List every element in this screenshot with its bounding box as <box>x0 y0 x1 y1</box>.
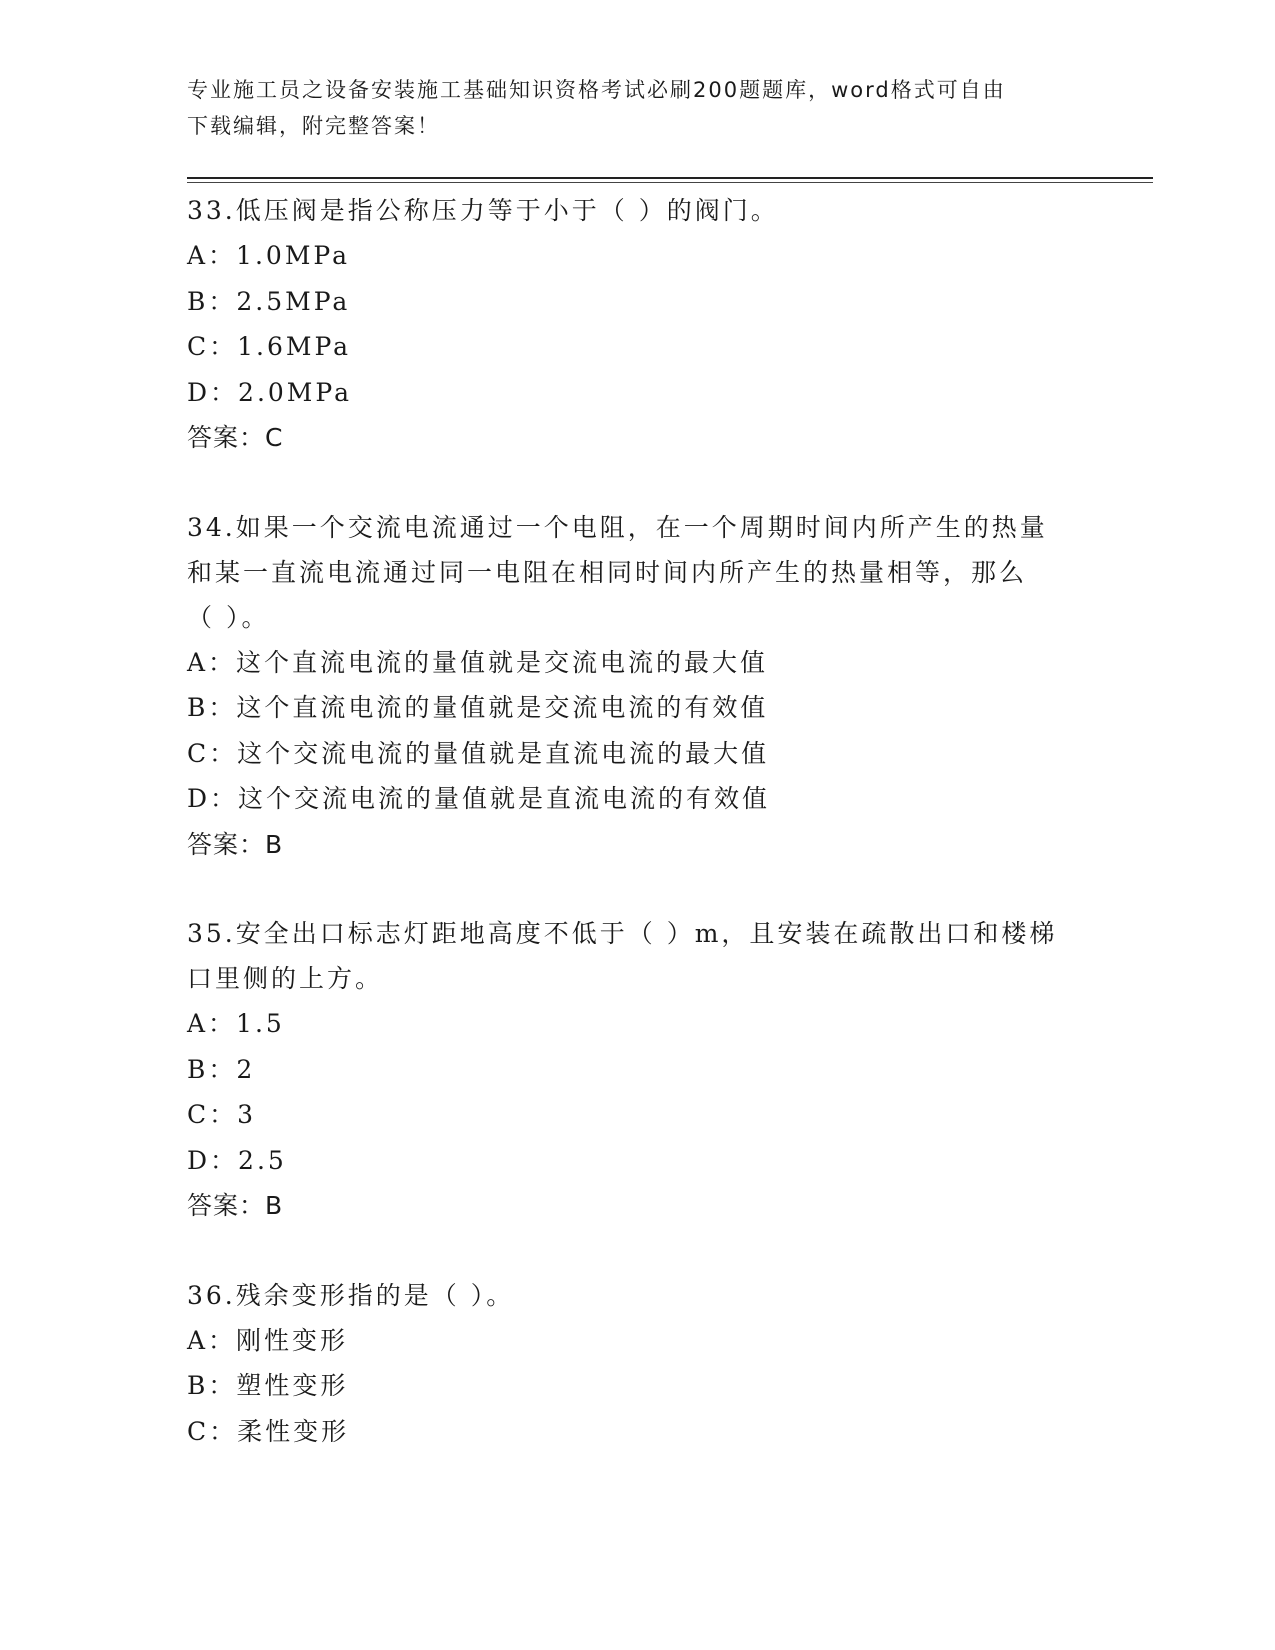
option-c: C：柔性变形 <box>187 1416 350 1446</box>
question-33 <box>187 188 1087 461</box>
option-a: A：1.5 <box>187 1009 285 1038</box>
answer: 答案：C <box>187 423 284 452</box>
option-a: A：这个直流电流的量值就是交流电流的最大值 <box>187 647 769 677</box>
option-b: B：这个直流电流的量值就是交流电流的有效值 <box>187 693 769 722</box>
option-a: A：1.0MPa <box>187 241 351 270</box>
header-divider <box>187 177 1153 179</box>
question-text: 口里侧的上方。 <box>187 964 384 993</box>
option-c: C：这个交流电流的量值就是直流电流的最大值 <box>187 738 770 768</box>
question-35 <box>187 911 1087 1229</box>
option-c: C：3 <box>187 1100 257 1129</box>
header-divider-thin <box>187 182 1153 183</box>
option-b: B：2 <box>187 1054 256 1084</box>
question-text: 34.如果一个交流电流通过一个电阻，在一个周期时间内所产生的热量 <box>187 512 1048 542</box>
header-line-2: 下载编辑，附完整答案！ <box>187 114 440 138</box>
option-b: B：2.5MPa <box>187 286 351 316</box>
option-d: D：2.5 <box>187 1145 287 1175</box>
question-list <box>187 188 1087 1498</box>
option-b: B：塑性变形 <box>187 1371 349 1400</box>
option-a: A：刚性变形 <box>187 1325 349 1355</box>
answer: 答案：B <box>187 1191 284 1220</box>
question-text: 和某一直流电流通过同一电阻在相同时间内所产生的热量相等，那么 <box>187 557 1028 587</box>
question-36 <box>187 1273 1087 1455</box>
question-text: （ ）。 <box>187 602 270 632</box>
option-d: D：2.0MPa <box>187 377 353 407</box>
document-header <box>187 72 1077 144</box>
question-text: 33.低压阀是指公称压力等于小于（ ）的阀门。 <box>187 196 779 225</box>
question-text: 35.安全出口标志灯距地高度不低于（ ）m，且安装在疏散出口和楼梯 <box>187 919 1058 948</box>
question-34 <box>187 505 1087 868</box>
question-text: 36.残余变形指的是（ ）。 <box>187 1280 515 1310</box>
answer: 答案：B <box>187 829 284 859</box>
option-c: C：1.6MPa <box>187 332 352 361</box>
option-d: D：这个交流电流的量值就是直流电流的有效值 <box>187 784 771 813</box>
header-line-1: 专业施工员之设备安装施工基础知识资格考试必刷200题题库，word格式可自由 <box>187 78 1006 102</box>
